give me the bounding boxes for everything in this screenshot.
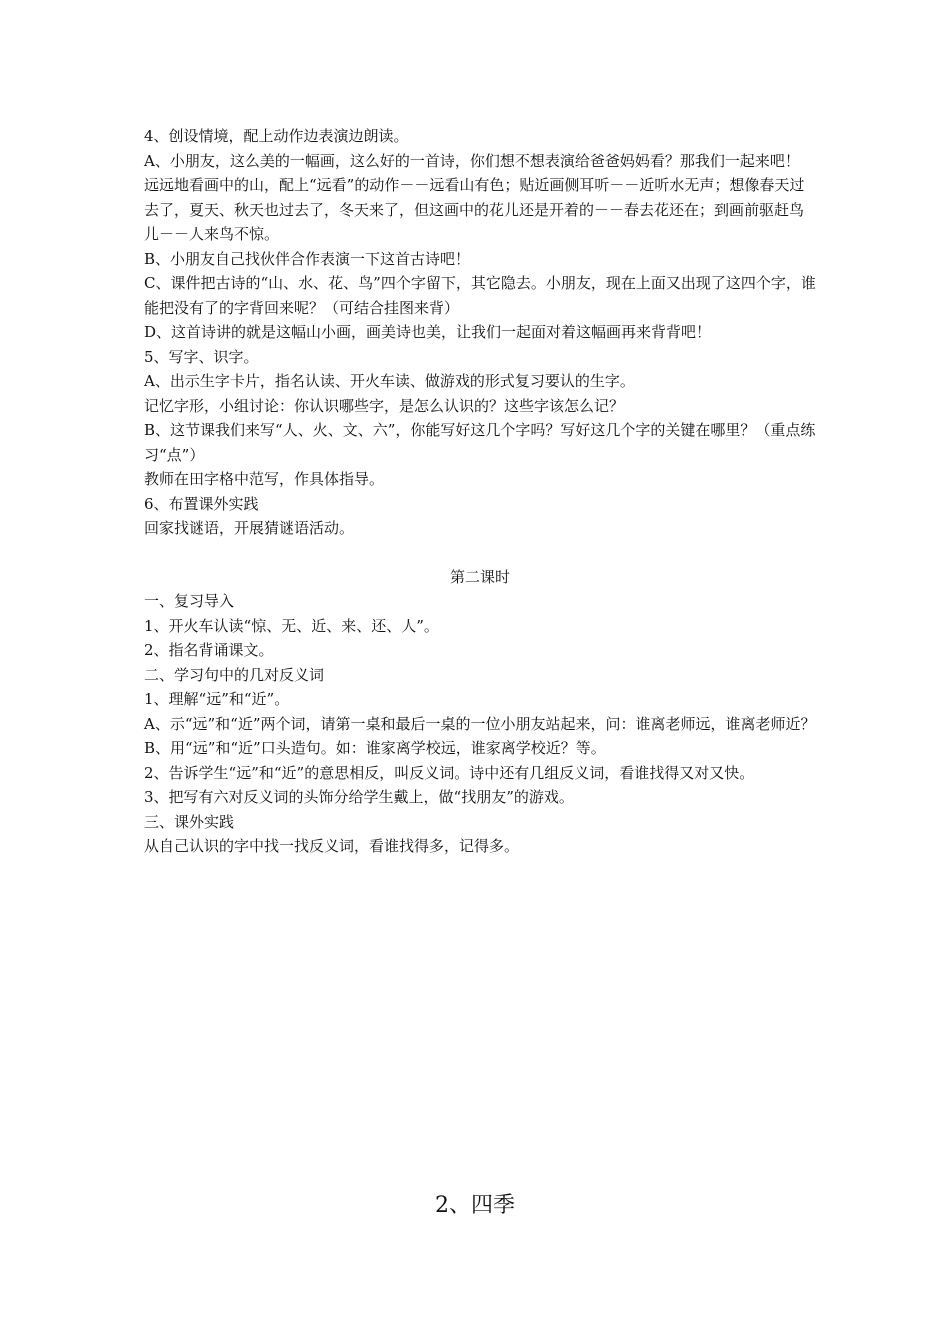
paragraph: 一、复习导入	[144, 592, 235, 610]
paragraph: A、小朋友，这么美的一幅画，这么好的一首诗，你们想不想表演给爸爸妈妈看？那我们一起来吧！	[144, 151, 800, 170]
paragraph: 2、指名背诵课文。	[144, 641, 274, 659]
paragraph: 二、学习句中的几对反义词	[144, 665, 325, 684]
paragraph: B、用“远”和“近”口头造句。如：谁家离学校远，谁家离学校近？等。	[144, 739, 606, 757]
lesson-title: 2、四季	[435, 1193, 515, 1218]
paragraph: 4、创设情境，配上动作边表演边朗读。	[144, 127, 409, 145]
paragraph: 远远地看画中的山，配上“远看”的动作－－远看山有色；贴近画侧耳听－－近听水无声；想像春天过去了，夏天、秋天也过去了，冬天来了，但这画中的花儿还是开着的－－春去花还在；到画前驱赶鸟儿－－人来鸟不惊。	[144, 176, 805, 243]
section-heading: 第二课时	[449, 567, 510, 586]
paragraph: 记忆字形，小组讨论：你认识哪些字，是怎么认识的？这些字该怎么记？	[144, 396, 625, 415]
paragraph: C、课件把古诗的“山、水、花、鸟”四个字留下，其它隐去。小朋友，现在上面又出现了这四个字，谁能把没有了的字背回来呢？（可结合挂图来背）	[144, 274, 816, 317]
document-body	[144, 124, 816, 859]
paragraph: 回家找谜语，开展猜谜语活动。	[144, 519, 355, 537]
paragraph: 2、告诉学生“远”和“近”的意思相反，叫反义词。诗中还有几组反义词，看谁找得又对又快。	[144, 763, 755, 782]
paragraph: B、这节课我们来写“人、火、文、六”，你能写好这几个字吗？写好这几个字的关键在哪里？（重点练习“点”）	[144, 421, 816, 464]
paragraph: 从自己认识的字中找一找反义词，看谁找得多，记得多。	[144, 837, 520, 855]
paragraph: 教师在田字格中范写，作具体指导。	[144, 470, 385, 488]
paragraph: 6、布置课外实践	[144, 494, 259, 513]
section-spacer	[144, 541, 816, 565]
paragraph: 三、课外实践	[144, 812, 235, 831]
paragraph: 5、写字、识字。	[144, 347, 259, 366]
paragraph: A、出示生字卡片，指名认读、开火车读、做游戏的形式复习要认的生字。	[144, 372, 635, 390]
paragraph: 3、把写有六对反义词的头饰分给学生戴上，做“找朋友”的游戏。	[144, 788, 574, 806]
paragraph: 1、开火车认读“惊、无、近、来、还、人”。	[144, 616, 439, 635]
paragraph: B、小朋友自己找伙伴合作表演一下这首古诗吧！	[144, 249, 471, 268]
paragraph: A、示“远”和“近”两个词，请第一桌和最后一桌的一位小朋友站起来，问：谁离老师远，谁离老师近？	[144, 714, 816, 733]
paragraph: 1、理解“远”和“近”。	[144, 690, 290, 708]
paragraph: D、这首诗讲的就是这幅山小画，画美诗也美，让我们一起面对着这幅画再来背背吧！	[144, 323, 712, 341]
